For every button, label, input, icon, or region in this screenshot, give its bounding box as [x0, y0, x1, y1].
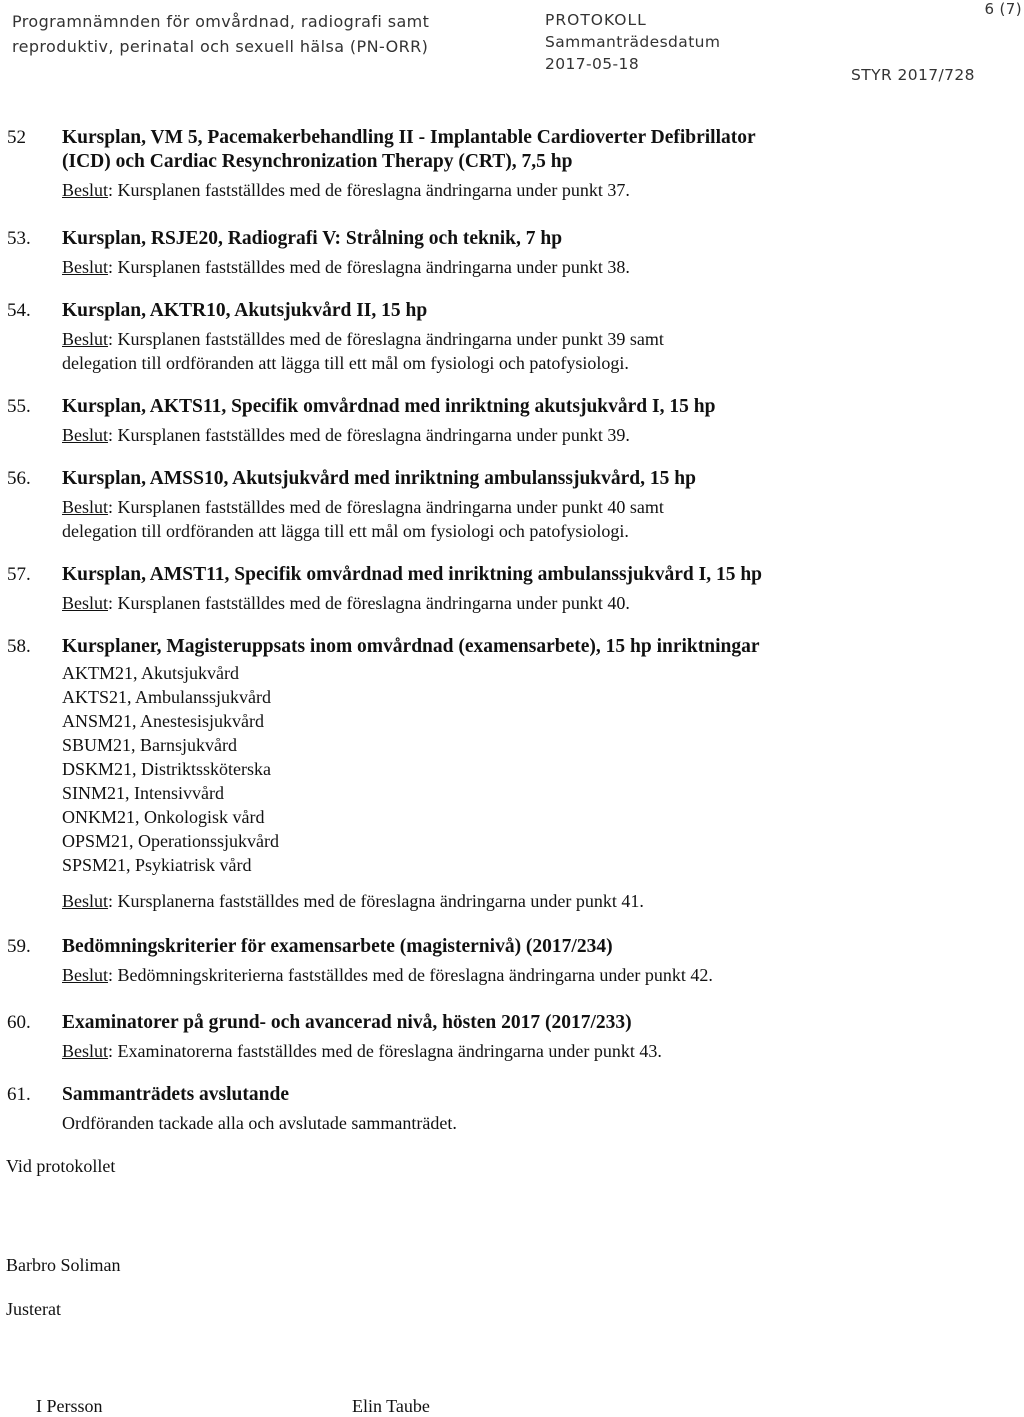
program-item: DSKM21, Distriktssköterska [62, 759, 272, 779]
meeting-date: 2017-05-18 [545, 55, 640, 73]
item-number: 61. [7, 1084, 31, 1105]
decision-text: : Kursplanen fastställdes med de föreslagna ändringarna under punkt 38. [108, 257, 630, 277]
item-decision [62, 963, 1012, 987]
program-item: ANSM21, Anestesisjukvård [62, 711, 264, 731]
decision-text: delegation till ordföranden att lägga till ett mål om fysiologi och patofysiologi. [62, 521, 629, 541]
program-item: SBUM21, Barnsjukvård [62, 735, 237, 755]
item-decision [62, 591, 1012, 615]
item-text: Ordföranden tackade alla och avslutade sammanträdet. [62, 1113, 457, 1133]
item-title [62, 126, 1012, 174]
item-decision [62, 327, 1012, 375]
item-title: Kursplan, AKTR10, Akutsjukvård II, 15 hp [62, 300, 428, 321]
decision-text: : Kursplanen fastställdes med de föreslagna ändringarna under punkt 39 samt [108, 329, 664, 349]
item-title: Examinatorer på grund- och avancerad nivå, hösten 2017 (2017/233) [62, 1012, 632, 1033]
decision-label: Beslut [62, 497, 109, 517]
item-title: Sammanträdets avslutande [62, 1084, 289, 1105]
item-title: Kursplaner, Magisteruppsats inom omvårdnad (examensarbete), 15 hp inriktningar [62, 636, 760, 657]
item-title-line: (ICD) och Cardiac Resynchronization Therapy (CRT), 7,5 hp [62, 151, 573, 172]
item-decision [62, 178, 1012, 202]
decision-label: Beslut [62, 891, 109, 911]
adjuster-name: Elin Taube [352, 1396, 430, 1416]
item-number: 57. [7, 564, 31, 585]
item-title: Kursplan, AMSS10, Akutsjukvård med inriktning ambulanssjukvård, 15 hp [62, 468, 696, 489]
program-item: SPSM21, Psykiatrisk vård [62, 855, 252, 875]
decision-text: : Kursplanerna fastställdes med de föreslagna ändringarna under punkt 41. [108, 891, 644, 911]
decision-label: Beslut [62, 425, 109, 445]
decision-text: : Kursplanen fastställdes med de föreslagna ändringarna under punkt 40. [108, 593, 630, 613]
item-number: 56. [7, 468, 31, 489]
chair-name: I Persson [36, 1396, 103, 1416]
recorded-label: Vid protokollet [6, 1156, 116, 1176]
item-number: 58. [7, 636, 31, 657]
meeting-date-label: Sammanträdesdatum [545, 33, 721, 51]
decision-text: : Kursplanen fastställdes med de föreslagna ändringarna under punkt 37. [108, 180, 630, 200]
item-number: 55. [7, 396, 31, 417]
program-item: AKTM21, Akutsjukvård [62, 663, 239, 683]
program-list [62, 661, 1012, 877]
program-item: SINM21, Intensivvård [62, 783, 224, 803]
decision-label: Beslut [62, 593, 109, 613]
organization-line-1: Programnämnden för omvårdnad, radiografi samt [12, 12, 430, 31]
decision-text: : Kursplanen fastställdes med de föreslagna ändringarna under punkt 40 samt [108, 497, 664, 517]
item-decision [62, 423, 1012, 447]
decision-label: Beslut [62, 965, 109, 985]
item-decision [62, 255, 1012, 279]
decision-text: : Kursplanen fastställdes med de föreslagna ändringarna under punkt 39. [108, 425, 630, 445]
document-type: PROTOKOLL [545, 11, 647, 29]
item-title: Kursplan, RSJE20, Radiografi V: Strålning och teknik, 7 hp [62, 228, 563, 249]
decision-label: Beslut [62, 180, 109, 200]
item-decision [62, 1039, 1012, 1063]
decision-label: Beslut [62, 329, 109, 349]
item-number: 54. [7, 300, 31, 321]
item-title: Bedömningskriterier för examensarbete (magisternivå) (2017/234) [62, 936, 613, 957]
item-number: 60. [7, 1012, 31, 1033]
decision-text: : Bedömningskriterierna fastställdes med de föreslagna ändringarna under punkt 42. [108, 965, 713, 985]
secretary-name: Barbro Soliman [6, 1255, 121, 1275]
decision-label: Beslut [62, 257, 109, 277]
decision-text: : Examinatorerna fastställdes med de föreslagna ändringarna under punkt 43. [108, 1041, 662, 1061]
item-decision [62, 889, 1012, 913]
decision-text: delegation till ordföranden att lägga till ett mål om fysiologi och patofysiologi. [62, 353, 629, 373]
item-number: 52 [7, 127, 26, 148]
diary-number: STYR 2017/728 [851, 66, 975, 84]
item-number: 59. [7, 936, 31, 957]
item-decision [62, 495, 1012, 543]
program-item: AKTS21, Ambulanssjukvård [62, 687, 271, 707]
organization-line-2: reproduktiv, perinatal och sexuell hälsa (PN-ORR) [12, 37, 429, 56]
program-item: OPSM21, Operationssjukvård [62, 831, 279, 851]
protocol-header [545, 9, 720, 75]
decision-label: Beslut [62, 1041, 109, 1061]
page-number: 6 (7) [984, 0, 1022, 18]
program-item: ONKM21, Onkologisk vård [62, 807, 265, 827]
item-title: Kursplan, AMST11, Specifik omvårdnad med inriktning ambulanssjukvård I, 15 hp [62, 564, 763, 585]
item-number: 53. [7, 228, 31, 249]
item-title-line: Kursplan, VM 5, Pacemakerbehandling II - Implantable Cardioverter Defibrillator [62, 127, 756, 148]
item-title: Kursplan, AKTS11, Specifik omvårdnad med inriktning akutsjukvård I, 15 hp [62, 396, 716, 417]
adjusted-label: Justerat [6, 1299, 61, 1319]
organization-name [12, 9, 429, 59]
